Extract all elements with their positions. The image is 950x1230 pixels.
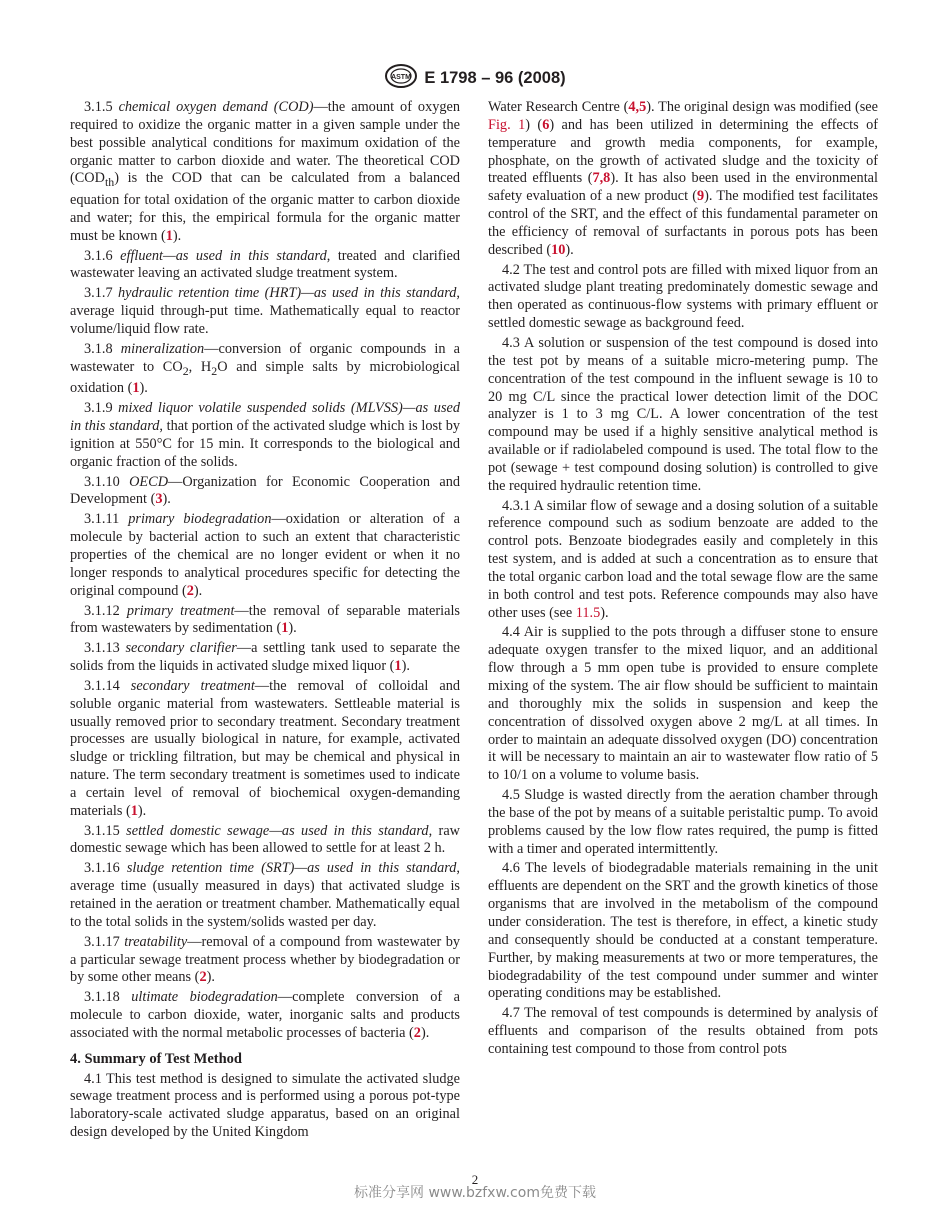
definition-3-1-6: 3.1.6 effluent—as used in this standard, treated and clarified wastewater leaving an activated sludge treatment system. <box>70 247 460 282</box>
page-number: 2 <box>471 1172 479 1187</box>
paragraph-4-1-continued: Water Research Centre (4,5). The original design was modified (see Fig. 1) (6) and has been utilized in determining the effects of temperature and growth media components, for example, phosphate, on the growth of activated sludge and the toxicity of treated effluents (7,8). It has also been used in the environmental safety evaluation of a new product (9). The modified test facilitates control of the SRT, and the effect of this fundamental parameter on the efficiency of removal of surfactants in porous pots has been described (10). <box>488 99 879 258</box>
reference-link[interactable]: 3 <box>155 491 163 508</box>
paragraph-4-4: 4.4 Air is supplied to the pots through a diffuser stone to ensure adequate oxygen transfer to the mixed liquor, and an additional flow through a 5 mm open tube is provided to ensure complete mixing of the system. The air flow should be sufficient to maintain and thoroughly mix the solids in suspension and keep the concentration of dissolved oxygen above 2 mg/L at all times. In order to maintain an adequate dissolved oxygen (DO) concentration it will be necessary to maintain an air to wastewater flow ratio of 5 to 10/1 on a volume to volume basis. <box>488 624 878 784</box>
definition-3-1-13: 3.1.13 secondary clarifier—a settling tank used to separate the solids from the liquids in activated sludge mixed liquor (1). <box>70 640 461 675</box>
definition-3-1-14: 3.1.14 secondary treatment—the removal of colloidal and soluble organic material from wastewaters. Settleable material is usually removed prior to secondary treatment. Secondary treatment processes are usually biological in nature, for example, activated sludge or trickling filtration, but may be chemical and physical in nature. The term secondary treatment is sometimes used to indicate a certain level of removal of biochemical oxygen-demanding materials (1). <box>70 677 460 819</box>
definition-3-1-5: 3.1.5 chemical oxygen demand (COD)—the amount of oxygen required to oxidize the organic matter in a given sample under the best possible analytical conditions for maximum oxidation of the organic matter to carbon dioxide and water. The theoretical COD $(COD_{th})$ is the COD that can be calculated from a balanced equation for total oxidation of the organic matter to carbon dioxide and water; for this, the empirical formula for the organic matter must be known (1). <box>70 99 461 244</box>
paragraph-4-5: 4.5 Sludge is wasted directly from the aeration chamber through the base of the pot by means of a suitable peristaltic pump. To avoid problems caused by the low flow rates required, the pump is fitted with a timer and operated intermittently. <box>488 787 878 857</box>
section-link[interactable]: 11.5 <box>575 604 601 621</box>
paragraph-4-6: 4.6 The levels of biodegradable materials remaining in the unit effluents are dependent on the SRT and the growth kinetics of those organisms that are involved in the metabolism of the compound under consideration. The test is therefore, in effect, a kinetic study and consequently should be conducted at a constant temperature. Further, by making measurements at two or more temperatures, the biodegradability of the test compound under summer and winter operating conditions may be established. <box>488 860 878 1002</box>
reference-link[interactable]: 7,8 <box>592 170 611 187</box>
reference-link[interactable]: 2 <box>413 1024 421 1041</box>
reference-link[interactable]: 1 <box>394 658 402 675</box>
definition-3-1-11: 3.1.11 primary biodegradation—oxidation or alteration of a molecule by bacterial action to such an extent that characteristic properties of the chemical are no longer evident or when it no longer responds to analytical procedures specific for detecting the original compound (2). <box>70 511 460 599</box>
reference-link[interactable]: 1 <box>165 227 173 244</box>
definition-3-1-7: 3.1.7 hydraulic retention time (HRT)—as used in this standard, average liquid through-put time. Mathematically equal to reactor volume/liquid flow rate. <box>70 285 460 337</box>
definition-3-1-8: 3.1.8 mineralization—conversion of organic compounds in a wastewater to $CO_2$, $H_2O$ and simple salts by microbiological oxidation (1). <box>70 340 461 397</box>
definition-3-1-10: 3.1.10 OECD—Organization for Economic Cooperation and Development (3). <box>70 473 460 508</box>
definition-3-1-16: 3.1.16 sludge retention time (SRT)—as used in this standard, average time (usually measured in days) that activated sludge is retained in the aeration or treatment chamber. Mathematically equal to the total solids in the system/solids wasted per day. <box>70 860 460 930</box>
astm-logo-icon <box>384 63 418 94</box>
designation: E 1798 – 96 (2008) <box>424 68 566 87</box>
paragraph-4-1: 4.1 This test method is designed to simulate the activated sludge sewage treatment process and is performed using a porous pot-type laboratory-scale activated sludge apparatus, based on an original design developed by the United Kingdom <box>70 1070 460 1141</box>
paragraph-4-7: 4.7 The removal of test compounds is determined by analysis of effluents and comparison of the results obtained from pots containing test compound to those from control pots <box>488 1005 878 1057</box>
figure-link[interactable]: Fig. 1 <box>488 116 526 133</box>
reference-link[interactable]: 2 <box>199 969 207 986</box>
reference-link[interactable]: 1 <box>130 802 138 819</box>
reference-link[interactable]: 6 <box>542 116 550 133</box>
definition-3-1-17: 3.1.17 treatability—removal of a compound from wastewater by a particular sewage treatment process whether by biodegradation or by some other means (2). <box>70 933 461 986</box>
right-column <box>488 99 878 1061</box>
paragraph-4-3-1: 4.3.1 A similar flow of sewage and a dosing solution of a suitable reference compound such as sodium benzoate are added to the control pots. Benzoate biodegrades easily and completely in this test system, and is added at such a concentration as to ensure that the total organic carbon load and the total sewage flow are the same in both control and test pots. Reference compounds may also have other uses (see 11.5). <box>488 497 878 621</box>
definition-3-1-18: 3.1.18 ultimate biodegradation—complete conversion of a molecule to carbon dioxide, water, inorganic salts and products associated with the normal metabolic processes of bacteria (2). <box>70 989 461 1041</box>
svg-text:ASTM: ASTM <box>391 74 412 81</box>
reference-link[interactable]: 1 <box>281 620 289 637</box>
section-heading: 4. Summary of Test Method <box>70 1050 242 1067</box>
left-column <box>70 99 460 1144</box>
reference-link[interactable]: 10 <box>551 241 566 258</box>
paragraph-4-3: 4.3 A solution or suspension of the test compound is dosed into the test pot by means of a suitable micro-metering pump. The concentration of the test compound in the influent sewage is 10 to 20 mg C/L since the practical lower detection limit of the DOC analyzer is 1 to 3 mg C/L. A lower concentration of the test compound may be used if a highly sensitive analytical method is available or if radiolabeled compound is used. The total flow to the pot (sewage + test compound dosing solution) is controlled to give the required hydraulic retention time. <box>488 334 878 494</box>
definition-3-1-12: 3.1.12 primary treatment—the removal of separable materials from wastewaters by sedimentation (1). <box>70 602 460 637</box>
definition-3-1-15: 3.1.15 settled domestic sewage—as used in this standard, raw domestic sewage which has been allowed to settle for at least 2 h. <box>70 822 460 857</box>
watermark-text: 标准分享网 www.bzfxw.com免费下载 <box>354 1185 596 1201</box>
reference-link[interactable]: 4,5 <box>628 99 647 115</box>
definition-3-1-9: 3.1.9 mixed liquor volatile suspended solids (MLVSS)—as used in this standard, that portion of the activated sludge which is lost by ignition at 550°C for 15 min. It corresponds to the biological and organic fraction of the solids. <box>70 400 460 470</box>
document-header <box>0 63 950 94</box>
reference-link[interactable]: 1 <box>132 380 140 397</box>
paragraph-4-2: 4.2 The test and control pots are filled with mixed liquor from an activated sludge plant treating predominately domestic sewage and then operated as continuous-flow systems with primary effluent or settled domestic sewage as background feed. <box>488 261 878 332</box>
reference-link[interactable]: 9 <box>696 188 705 205</box>
reference-link[interactable]: 2 <box>186 582 194 599</box>
